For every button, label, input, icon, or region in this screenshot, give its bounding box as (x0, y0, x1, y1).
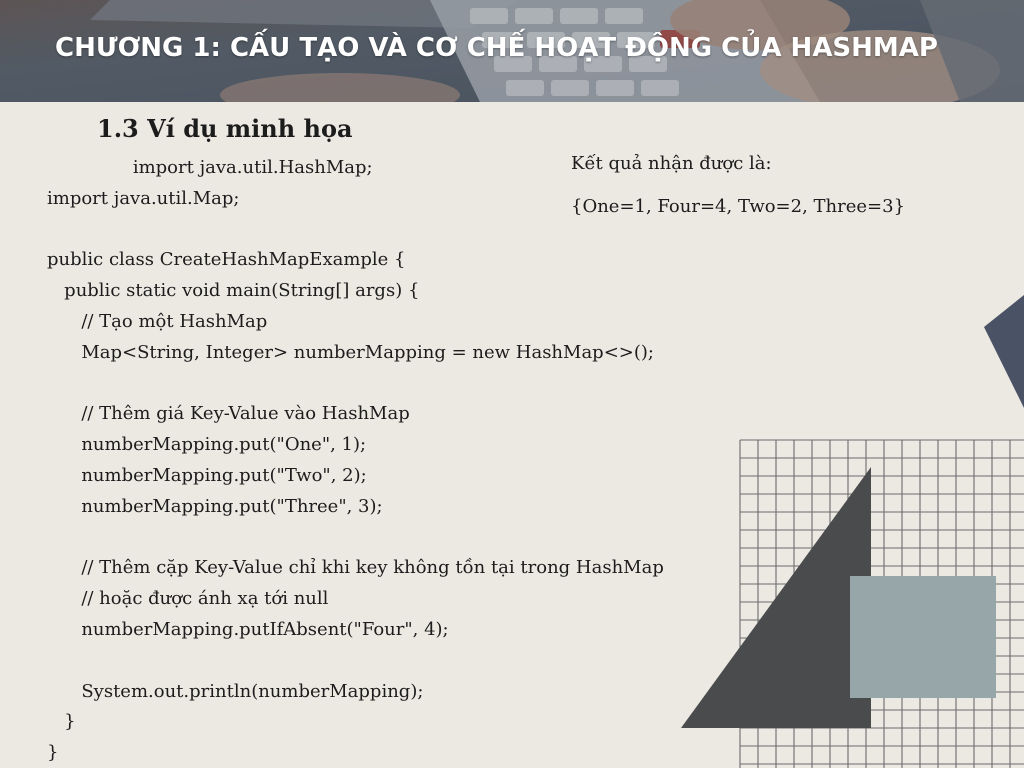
code-line: } (47, 742, 59, 764)
section-heading: 1.3 Ví dụ minh họa (97, 114, 353, 143)
grid-pattern (740, 440, 1024, 768)
code-line: numberMapping.put("Three", 3); (47, 495, 383, 517)
code-line: // Thêm giá Key-Value vào HashMap (47, 403, 410, 425)
code-line: public class CreateHashMapExample { (47, 249, 406, 271)
code-line: Map<String, Integer> numberMapping = new HashMap<>(); (47, 341, 654, 363)
navy-wedge-shape (984, 295, 1024, 408)
code-line: numberMapping.putIfAbsent("Four", 4); (47, 618, 449, 640)
code-line: // Tạo một HashMap (47, 310, 268, 332)
code-line: numberMapping.put("One", 1); (47, 434, 367, 456)
code-line: // hoặc được ánh xạ tới null (47, 588, 329, 610)
code-line: // Thêm cặp Key-Value chỉ khi key không tồn tại trong HashMap (47, 557, 664, 579)
code-line (47, 523, 747, 554)
code-line (47, 369, 747, 400)
code-line: import java.util.HashMap; (47, 157, 373, 178)
code-line: import java.util.Map; (47, 187, 240, 209)
code-listing (47, 153, 747, 768)
code-line (47, 215, 747, 246)
slide-title: CHƯƠNG 1: CẤU TẠO VÀ CƠ CHẾ HOẠT ĐỘNG CỦA HASHMAP (55, 33, 938, 63)
code-line: } (47, 711, 76, 733)
code-line: public static void main(String[] args) { (47, 280, 420, 302)
code-line (47, 646, 747, 677)
result-label: Kết quả nhận được là: (571, 153, 772, 174)
teal-square-shape (850, 576, 996, 698)
header-banner (0, 0, 1024, 102)
code-line: System.out.println(numberMapping); (47, 680, 424, 702)
code-line: numberMapping.put("Two", 2); (47, 464, 367, 486)
result-output: {One=1, Four=4, Two=2, Three=3} (571, 196, 906, 217)
